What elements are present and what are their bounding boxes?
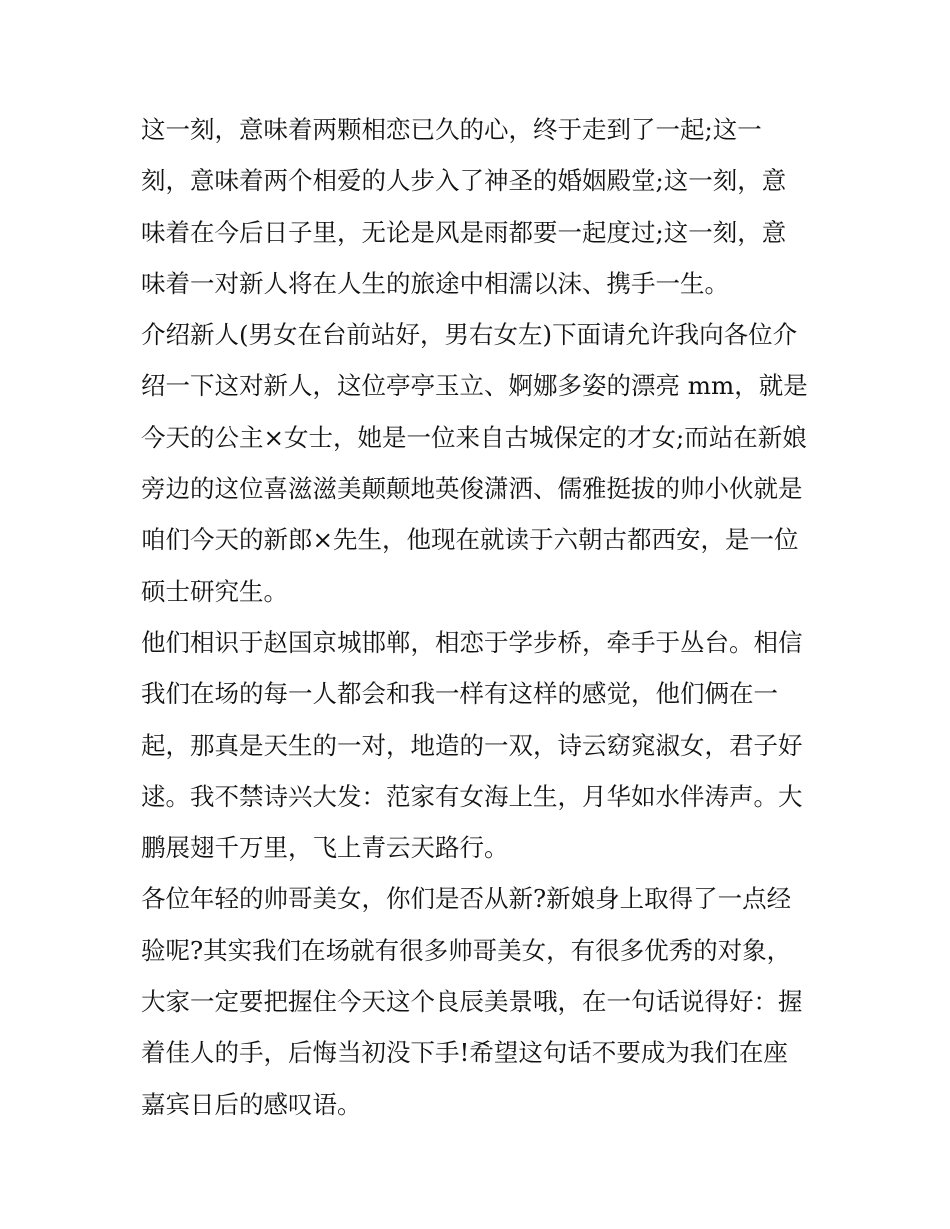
text-line: 绍一下这对新人，这位亭亭玉立、婀娜多姿的漂亮 mm，就是 — [141, 371, 808, 401]
text-line: 旁边的这位喜滋滋美颠颠地英俊潇洒、儒雅挺拔的帅小伙就是 — [141, 474, 803, 504]
text-line: 我们在场的每一人都会和我一样有这样的感觉，他们俩在一 — [141, 679, 778, 709]
text-line: 大家一定要把握住今天这个良辰美景哦，在一句话说得好：握 — [141, 987, 803, 1017]
text-line: 鹏展翅千万里，飞上青云天路行。 — [141, 833, 509, 863]
text-line: 味着在今后日子里，无论是风是雨都要一起度过;这一刻，意 — [141, 217, 787, 247]
text-line: 味着一对新人将在人生的旅途中相濡以沫、携手一生。 — [141, 268, 729, 298]
text-line: 验呢?其实我们在场就有很多帅哥美女，有很多优秀的对象， — [141, 935, 792, 965]
text-line: 嘉宾日后的感叹语。 — [141, 1089, 362, 1119]
text-line: 介绍新人(男女在台前站好，男右女左)下面请允许我向各位介 — [141, 320, 798, 350]
text-line: 他们相识于赵国京城邯郸，相恋于学步桥，牵手于丛台。相信 — [141, 627, 803, 657]
text-line: 这一刻，意味着两颗相恋已久的心，终于走到了一起;这一 — [141, 115, 762, 144]
text-line: 着佳人的手，后悔当初没下手!希望这句话不要成为我们在座 — [141, 1038, 788, 1068]
text-line: 起，那真是天生的一对，地造的一双，诗云窈窕淑女，君子好 — [141, 730, 803, 760]
text-line: 刻，意味着两个相爱的人步入了神圣的婚姻殿堂;这一刻，意 — [141, 166, 787, 196]
text-line: 各位年轻的帅哥美女，你们是否从新?新娘身上取得了一点经 — [141, 884, 792, 914]
body-text — [141, 104, 821, 1130]
text-line: 今天的公主×女士，她是一位来自古城保定的才女;而站在新娘 — [141, 422, 807, 452]
text-line: 硕士研究生。 — [141, 576, 288, 606]
text-line: 咱们今天的新郎×先生，他现在就读于六朝古都西安，是一位 — [141, 525, 799, 555]
text-line: 逑。我不禁诗兴大发：范家有女海上生，月华如水伴涛声。大 — [141, 781, 803, 811]
